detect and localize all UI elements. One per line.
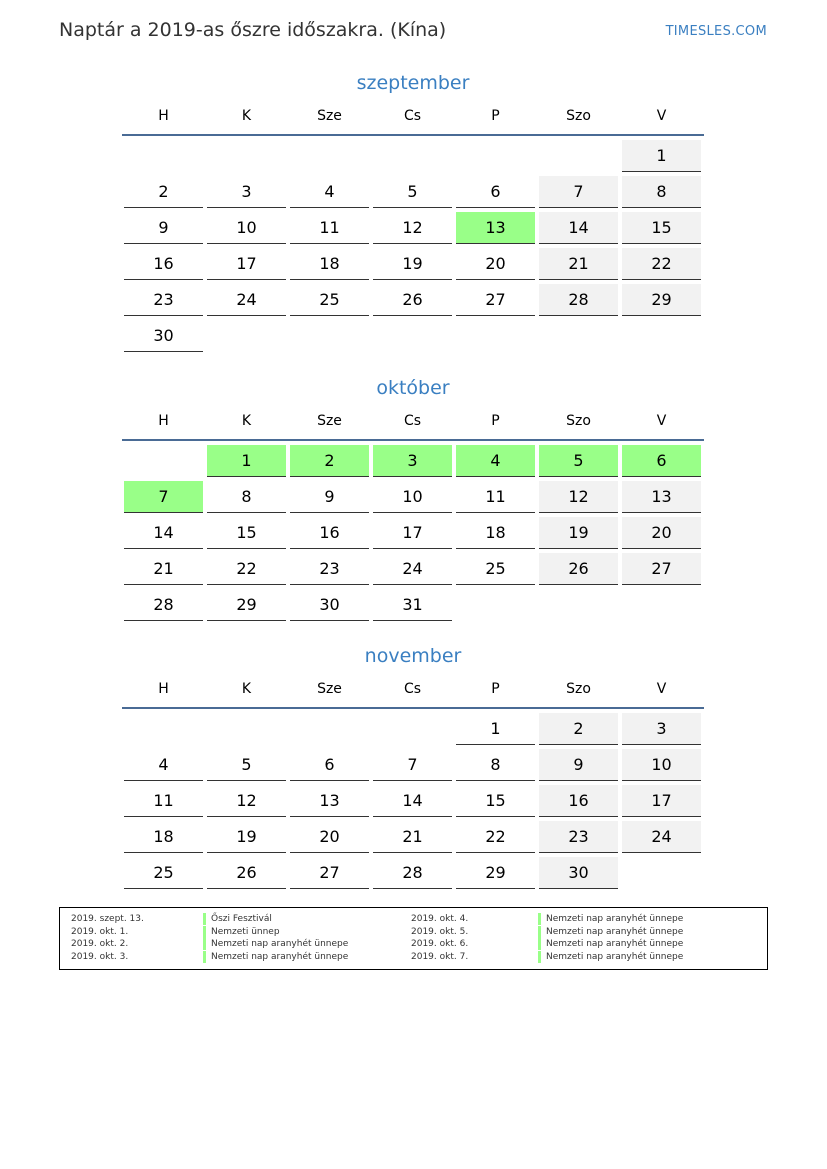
weekday-label: Szo xyxy=(566,413,591,429)
day-cell[interactable]: 3 xyxy=(373,445,452,477)
day-cell[interactable]: 19 xyxy=(539,517,618,549)
day-cell[interactable]: 11 xyxy=(456,481,535,513)
weekday-label: Sze xyxy=(317,108,342,124)
day-cell[interactable]: 27 xyxy=(622,553,701,585)
weekday-header xyxy=(122,98,704,136)
day-cell[interactable]: 30 xyxy=(290,589,369,621)
day-cell[interactable]: 2 xyxy=(539,713,618,745)
empty-cell xyxy=(205,140,288,176)
day-cell[interactable]: 21 xyxy=(539,248,618,280)
empty-cell xyxy=(537,140,620,176)
day-cell[interactable]: 8 xyxy=(456,749,535,781)
weekday-label: P xyxy=(491,413,500,429)
weekday-label: K xyxy=(241,413,252,429)
day-cell[interactable]: 10 xyxy=(373,481,452,513)
day-cell[interactable]: 24 xyxy=(373,553,452,585)
weekday-header xyxy=(122,403,704,441)
empty-cell xyxy=(371,140,454,176)
day-cell[interactable]: 6 xyxy=(456,176,535,208)
weekday-label: Cs xyxy=(403,681,422,697)
day-cell[interactable]: 4 xyxy=(290,176,369,208)
weekday-label: Cs xyxy=(403,108,422,124)
legend-holiday-name: Nemzeti nap aranyhét ünnepe xyxy=(538,913,683,925)
day-cell[interactable]: 24 xyxy=(207,284,286,316)
legend-date: 2019. okt. 2. xyxy=(71,939,129,950)
day-cell[interactable]: 7 xyxy=(124,481,203,513)
day-cell[interactable]: 3 xyxy=(207,176,286,208)
day-cell[interactable]: 16 xyxy=(539,785,618,817)
day-cell[interactable]: 30 xyxy=(539,857,618,889)
month-calendar xyxy=(122,641,704,893)
day-cell[interactable]: 14 xyxy=(124,517,203,549)
day-cell[interactable]: 4 xyxy=(456,445,535,477)
empty-cell xyxy=(371,713,454,749)
day-cell[interactable]: 9 xyxy=(290,481,369,513)
day-cell[interactable]: 3 xyxy=(622,713,701,745)
day-cell[interactable]: 15 xyxy=(207,517,286,549)
day-cell[interactable]: 8 xyxy=(207,481,286,513)
weekday-label: Szo xyxy=(566,108,591,124)
weekday-label: H xyxy=(158,413,169,429)
day-cell[interactable]: 22 xyxy=(456,821,535,853)
day-cell[interactable]: 4 xyxy=(124,749,203,781)
day-cell[interactable]: 12 xyxy=(539,481,618,513)
day-cell[interactable]: 19 xyxy=(373,248,452,280)
day-cell[interactable]: 12 xyxy=(207,785,286,817)
day-cell[interactable]: 26 xyxy=(539,553,618,585)
weekday-label: Sze xyxy=(317,681,342,697)
day-cell[interactable]: 28 xyxy=(373,857,452,889)
day-cell[interactable]: 30 xyxy=(124,320,203,352)
legend-holiday-name: Őszi Fesztivál xyxy=(203,913,272,925)
day-grid xyxy=(122,140,704,356)
weekday-label: V xyxy=(656,413,667,429)
day-cell[interactable]: 29 xyxy=(207,589,286,621)
day-cell[interactable]: 28 xyxy=(539,284,618,316)
day-cell[interactable]: 16 xyxy=(124,248,203,280)
day-cell[interactable]: 17 xyxy=(207,248,286,280)
legend-date: 2019. okt. 3. xyxy=(71,952,129,963)
day-cell[interactable]: 15 xyxy=(622,212,701,244)
day-cell[interactable]: 29 xyxy=(456,857,535,889)
legend-date: 2019. okt. 4. xyxy=(411,914,469,924)
day-cell[interactable]: 20 xyxy=(456,248,535,280)
empty-cell xyxy=(122,140,205,176)
day-cell[interactable]: 10 xyxy=(207,212,286,244)
day-cell[interactable]: 5 xyxy=(539,445,618,477)
weekday-header xyxy=(122,671,704,709)
day-cell[interactable]: 12 xyxy=(373,212,452,244)
day-cell[interactable]: 9 xyxy=(124,212,203,244)
day-cell[interactable]: 21 xyxy=(124,553,203,585)
day-cell[interactable]: 13 xyxy=(290,785,369,817)
day-cell[interactable]: 26 xyxy=(373,284,452,316)
day-cell[interactable]: 11 xyxy=(290,212,369,244)
day-cell[interactable]: 6 xyxy=(290,749,369,781)
day-cell[interactable]: 1 xyxy=(207,445,286,477)
day-cell[interactable]: 8 xyxy=(622,176,701,208)
legend-holiday-name: Nemzeti nap aranyhét ünnepe xyxy=(538,951,683,963)
page-title: Naptár a 2019-as őszre időszakra. (Kína) xyxy=(59,19,447,41)
legend-date: 2019. okt. 6. xyxy=(411,939,469,950)
day-cell[interactable]: 16 xyxy=(290,517,369,549)
weekday-label: H xyxy=(158,108,169,124)
legend-holiday-name: Nemzeti nap aranyhét ünnepe xyxy=(203,951,348,963)
brand-logo[interactable]: TIMESLES.COM xyxy=(665,24,767,39)
day-cell[interactable]: 22 xyxy=(622,248,701,280)
day-cell[interactable]: 25 xyxy=(124,857,203,889)
legend-holiday-name: Nemzeti nap aranyhét ünnepe xyxy=(538,926,683,938)
month-name: október xyxy=(376,377,450,399)
day-cell[interactable]: 1 xyxy=(622,140,701,172)
legend-date: 2019. okt. 1. xyxy=(71,926,129,937)
day-cell[interactable]: 2 xyxy=(124,176,203,208)
legend-holiday-name: Nemzeti nap aranyhét ünnepe xyxy=(538,938,683,950)
day-cell[interactable]: 20 xyxy=(622,517,701,549)
month-name: szeptember xyxy=(356,72,470,94)
day-cell[interactable]: 18 xyxy=(456,517,535,549)
day-cell[interactable]: 26 xyxy=(207,857,286,889)
day-grid xyxy=(122,713,704,893)
weekday-label: Cs xyxy=(403,413,422,429)
legend-date: 2019. okt. 7. xyxy=(411,952,469,963)
day-cell[interactable]: 19 xyxy=(207,821,286,853)
day-cell[interactable]: 25 xyxy=(456,553,535,585)
weekday-label: Sze xyxy=(317,413,342,429)
day-cell[interactable]: 29 xyxy=(622,284,701,316)
day-cell[interactable]: 23 xyxy=(290,553,369,585)
weekday-label: V xyxy=(656,108,667,124)
month-calendar xyxy=(122,373,704,625)
day-cell[interactable]: 1 xyxy=(456,713,535,745)
empty-cell xyxy=(454,140,537,176)
day-cell[interactable]: 14 xyxy=(373,785,452,817)
weekday-label: K xyxy=(241,681,252,697)
empty-cell xyxy=(205,713,288,749)
legend-date: 2019. szept. 13. xyxy=(71,914,144,924)
day-cell[interactable]: 9 xyxy=(539,749,618,781)
day-cell[interactable]: 23 xyxy=(124,284,203,316)
day-cell[interactable]: 5 xyxy=(207,749,286,781)
day-cell[interactable]: 27 xyxy=(456,284,535,316)
day-cell[interactable]: 21 xyxy=(373,821,452,853)
day-cell[interactable]: 11 xyxy=(124,785,203,817)
weekday-label: H xyxy=(158,681,169,697)
empty-cell xyxy=(288,140,371,176)
month-name: november xyxy=(364,645,462,667)
day-cell[interactable]: 20 xyxy=(290,821,369,853)
day-cell[interactable]: 27 xyxy=(290,857,369,889)
day-grid xyxy=(122,445,704,625)
day-cell[interactable]: 5 xyxy=(373,176,452,208)
month-calendar xyxy=(122,68,704,356)
day-cell[interactable]: 7 xyxy=(373,749,452,781)
day-cell[interactable]: 17 xyxy=(622,785,701,817)
empty-cell xyxy=(122,713,205,749)
weekday-label: V xyxy=(656,681,667,697)
day-cell[interactable]: 13 xyxy=(622,481,701,513)
day-cell[interactable]: 10 xyxy=(622,749,701,781)
weekday-label: Szo xyxy=(566,681,591,697)
weekday-label: P xyxy=(491,108,500,124)
day-cell[interactable]: 2 xyxy=(290,445,369,477)
day-cell[interactable]: 24 xyxy=(622,821,701,853)
day-cell[interactable]: 22 xyxy=(207,553,286,585)
day-cell[interactable]: 25 xyxy=(290,284,369,316)
day-cell[interactable]: 18 xyxy=(290,248,369,280)
empty-cell xyxy=(122,445,205,481)
day-cell[interactable]: 7 xyxy=(539,176,618,208)
day-cell[interactable]: 31 xyxy=(373,589,452,621)
legend-holiday-name: Nemzeti nap aranyhét ünnepe xyxy=(203,938,348,950)
day-cell[interactable]: 17 xyxy=(373,517,452,549)
day-cell[interactable]: 15 xyxy=(456,785,535,817)
day-cell[interactable]: 14 xyxy=(539,212,618,244)
day-cell[interactable]: 23 xyxy=(539,821,618,853)
day-cell[interactable]: 28 xyxy=(124,589,203,621)
weekday-label: K xyxy=(241,108,252,124)
day-cell[interactable]: 13 xyxy=(456,212,535,244)
legend-date: 2019. okt. 5. xyxy=(411,926,469,937)
day-cell[interactable]: 18 xyxy=(124,821,203,853)
legend-holiday-name: Nemzeti ünnep xyxy=(203,926,280,938)
day-cell[interactable]: 6 xyxy=(622,445,701,477)
weekday-label: P xyxy=(491,681,500,697)
empty-cell xyxy=(288,713,371,749)
holiday-legend xyxy=(59,907,768,970)
